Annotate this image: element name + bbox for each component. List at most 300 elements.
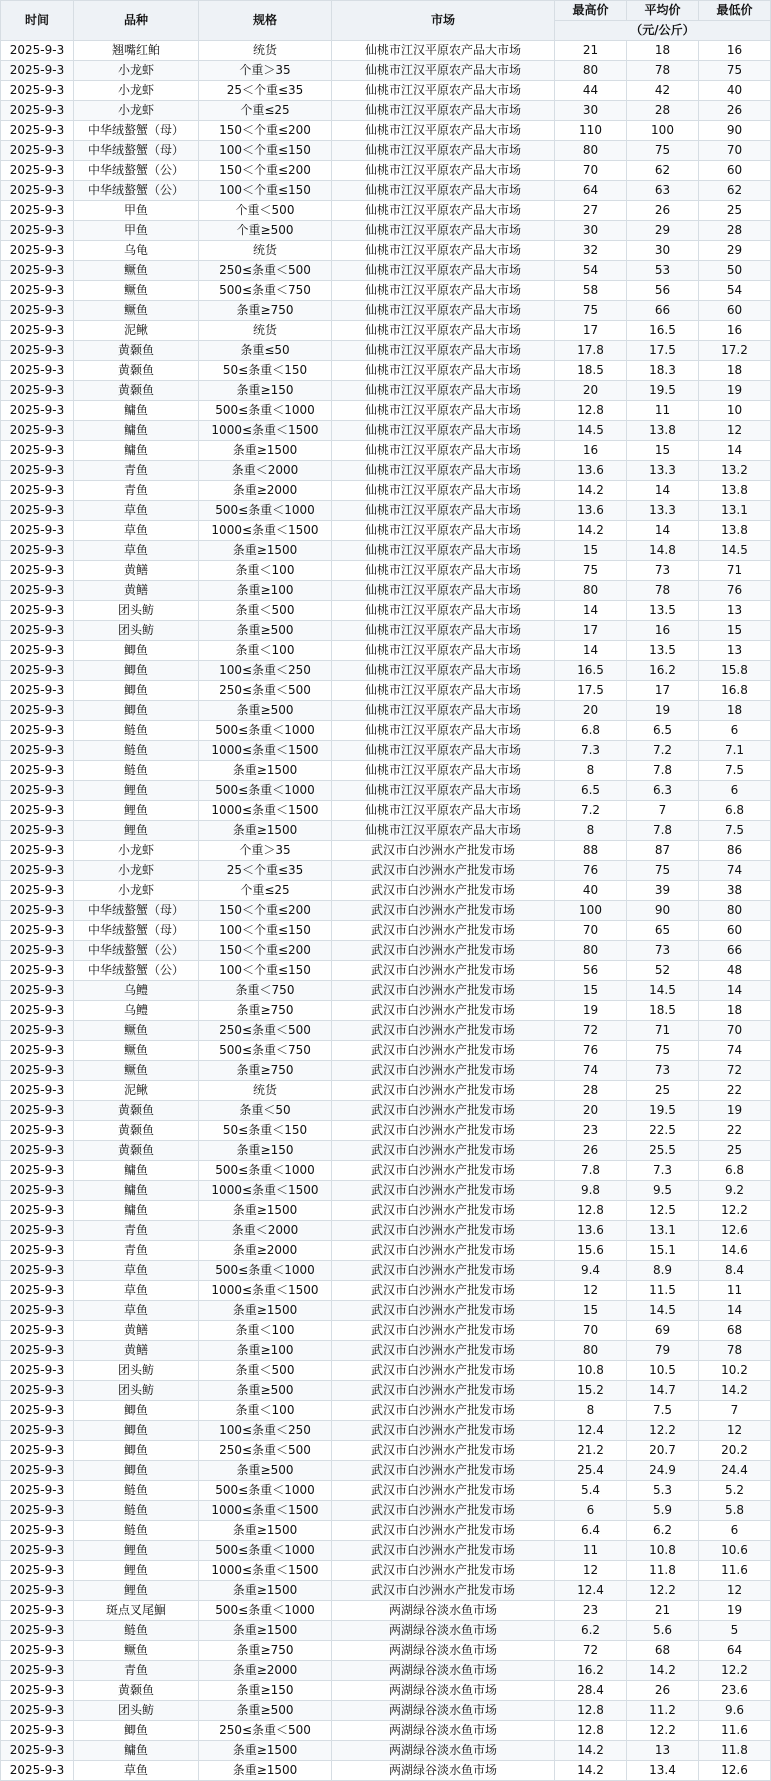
cell-avg-price: 10.8	[627, 1541, 699, 1561]
cell-spec: 个重≥500	[199, 221, 332, 241]
cell-max-price: 16.5	[555, 661, 627, 681]
cell-time: 2025-9-3	[1, 1101, 74, 1121]
cell-min-price: 66	[699, 941, 771, 961]
table-row	[1, 701, 771, 721]
cell-market: 仙桃市江汉平原农产品大市场	[332, 301, 555, 321]
cell-spec: 100＜个重≤150	[199, 141, 332, 161]
table-row	[1, 1121, 771, 1141]
table-row	[1, 1721, 771, 1741]
cell-max-price: 17.5	[555, 681, 627, 701]
cell-avg-price: 17	[627, 681, 699, 701]
cell-market: 武汉市白沙洲水产批发市场	[332, 1161, 555, 1181]
cell-min-price: 70	[699, 141, 771, 161]
cell-time: 2025-9-3	[1, 1161, 74, 1181]
table-row	[1, 1401, 771, 1421]
cell-time: 2025-9-3	[1, 1481, 74, 1501]
table-row	[1, 361, 771, 381]
cell-avg-price: 28	[627, 101, 699, 121]
cell-spec: 条重≥2000	[199, 481, 332, 501]
cell-max-price: 14.2	[555, 521, 627, 541]
cell-max-price: 70	[555, 161, 627, 181]
cell-market: 武汉市白沙洲水产批发市场	[332, 1261, 555, 1281]
cell-variety: 黄颡鱼	[74, 1101, 199, 1121]
cell-spec: 条重＜50	[199, 1101, 332, 1121]
cell-max-price: 7.8	[555, 1161, 627, 1181]
cell-spec: 500≤条重＜1000	[199, 501, 332, 521]
cell-avg-price: 18	[627, 41, 699, 61]
cell-variety: 鳜鱼	[74, 1041, 199, 1061]
cell-variety: 黄颡鱼	[74, 1681, 199, 1701]
table-row	[1, 721, 771, 741]
table-row	[1, 381, 771, 401]
cell-min-price: 90	[699, 121, 771, 141]
cell-time: 2025-9-3	[1, 101, 74, 121]
cell-market: 仙桃市江汉平原农产品大市场	[332, 681, 555, 701]
cell-spec: 个重≤25	[199, 101, 332, 121]
cell-min-price: 14	[699, 981, 771, 1001]
cell-time: 2025-9-3	[1, 981, 74, 1001]
cell-variety: 青鱼	[74, 461, 199, 481]
cell-market: 武汉市白沙洲水产批发市场	[332, 1521, 555, 1541]
cell-variety: 乌龟	[74, 241, 199, 261]
cell-min-price: 75	[699, 61, 771, 81]
cell-spec: 500≤条重＜1000	[199, 1161, 332, 1181]
cell-market: 武汉市白沙洲水产批发市场	[332, 1401, 555, 1421]
cell-spec: 条重≤50	[199, 341, 332, 361]
cell-spec: 条重≥1500	[199, 1581, 332, 1601]
cell-spec: 个重≤25	[199, 881, 332, 901]
table-row	[1, 1061, 771, 1081]
table-row	[1, 1361, 771, 1381]
cell-spec: 100≤条重＜250	[199, 661, 332, 681]
cell-min-price: 13.8	[699, 521, 771, 541]
cell-spec: 条重≥1500	[199, 1521, 332, 1541]
cell-min-price: 9.2	[699, 1181, 771, 1201]
cell-time: 2025-9-3	[1, 1521, 74, 1541]
cell-time: 2025-9-3	[1, 361, 74, 381]
cell-avg-price: 90	[627, 901, 699, 921]
cell-time: 2025-9-3	[1, 1501, 74, 1521]
cell-market: 武汉市白沙洲水产批发市场	[332, 961, 555, 981]
cell-avg-price: 42	[627, 81, 699, 101]
table-row	[1, 1621, 771, 1641]
cell-avg-price: 7.8	[627, 821, 699, 841]
cell-min-price: 13	[699, 641, 771, 661]
cell-time: 2025-9-3	[1, 1201, 74, 1221]
cell-market: 武汉市白沙洲水产批发市场	[332, 881, 555, 901]
cell-variety: 泥鳅	[74, 321, 199, 341]
cell-max-price: 26	[555, 1141, 627, 1161]
cell-min-price: 28	[699, 221, 771, 241]
cell-market: 仙桃市江汉平原农产品大市场	[332, 421, 555, 441]
cell-avg-price: 14	[627, 521, 699, 541]
cell-spec: 条重≥1500	[199, 1741, 332, 1761]
cell-market: 武汉市白沙洲水产批发市场	[332, 941, 555, 961]
cell-time: 2025-9-3	[1, 641, 74, 661]
cell-variety: 鲫鱼	[74, 641, 199, 661]
cell-time: 2025-9-3	[1, 1281, 74, 1301]
table-row	[1, 421, 771, 441]
cell-time: 2025-9-3	[1, 461, 74, 481]
cell-avg-price: 19.5	[627, 1101, 699, 1121]
cell-time: 2025-9-3	[1, 1601, 74, 1621]
cell-avg-price: 14.8	[627, 541, 699, 561]
cell-min-price: 6.8	[699, 801, 771, 821]
cell-time: 2025-9-3	[1, 1041, 74, 1061]
table-row	[1, 461, 771, 481]
cell-max-price: 9.4	[555, 1261, 627, 1281]
cell-market: 仙桃市江汉平原农产品大市场	[332, 381, 555, 401]
table-row	[1, 521, 771, 541]
cell-max-price: 18.5	[555, 361, 627, 381]
cell-market: 仙桃市江汉平原农产品大市场	[332, 41, 555, 61]
cell-max-price: 12.4	[555, 1581, 627, 1601]
cell-avg-price: 16.5	[627, 321, 699, 341]
cell-max-price: 28.4	[555, 1681, 627, 1701]
cell-max-price: 9.8	[555, 1181, 627, 1201]
table-row	[1, 1641, 771, 1661]
cell-avg-price: 62	[627, 161, 699, 181]
cell-time: 2025-9-3	[1, 701, 74, 721]
cell-time: 2025-9-3	[1, 481, 74, 501]
cell-avg-price: 16	[627, 621, 699, 641]
table-row	[1, 1161, 771, 1181]
cell-avg-price: 6.5	[627, 721, 699, 741]
cell-variety: 小龙虾	[74, 81, 199, 101]
cell-max-price: 15.2	[555, 1381, 627, 1401]
cell-time: 2025-9-3	[1, 1261, 74, 1281]
cell-min-price: 12	[699, 421, 771, 441]
cell-variety: 小龙虾	[74, 881, 199, 901]
cell-time: 2025-9-3	[1, 681, 74, 701]
cell-min-price: 19	[699, 1101, 771, 1121]
cell-min-price: 25	[699, 1141, 771, 1161]
cell-variety: 甲鱼	[74, 221, 199, 241]
cell-avg-price: 25	[627, 1081, 699, 1101]
cell-time: 2025-9-3	[1, 1361, 74, 1381]
cell-market: 仙桃市江汉平原农产品大市场	[332, 541, 555, 561]
table-row	[1, 1281, 771, 1301]
cell-time: 2025-9-3	[1, 661, 74, 681]
table-row	[1, 561, 771, 581]
cell-max-price: 12.8	[555, 401, 627, 421]
cell-market: 武汉市白沙洲水产批发市场	[332, 1361, 555, 1381]
cell-max-price: 25.4	[555, 1461, 627, 1481]
cell-min-price: 26	[699, 101, 771, 121]
table-row	[1, 1481, 771, 1501]
cell-variety: 黄颡鱼	[74, 1121, 199, 1141]
cell-market: 仙桃市江汉平原农产品大市场	[332, 701, 555, 721]
cell-time: 2025-9-3	[1, 401, 74, 421]
cell-avg-price: 52	[627, 961, 699, 981]
cell-min-price: 7	[699, 1401, 771, 1421]
table-row	[1, 881, 771, 901]
table-row	[1, 241, 771, 261]
cell-variety: 鲢鱼	[74, 741, 199, 761]
cell-avg-price: 7.3	[627, 1161, 699, 1181]
cell-spec: 1000≤条重＜1500	[199, 1561, 332, 1581]
table-row	[1, 161, 771, 181]
cell-min-price: 19	[699, 381, 771, 401]
cell-variety: 中华绒螯蟹（母）	[74, 901, 199, 921]
cell-min-price: 7.5	[699, 821, 771, 841]
cell-avg-price: 13	[627, 1741, 699, 1761]
table-row	[1, 961, 771, 981]
cell-market: 仙桃市江汉平原农产品大市场	[332, 601, 555, 621]
cell-spec: 条重＜500	[199, 601, 332, 621]
cell-min-price: 6	[699, 1521, 771, 1541]
cell-market: 武汉市白沙洲水产批发市场	[332, 1481, 555, 1501]
cell-max-price: 80	[555, 141, 627, 161]
cell-market: 武汉市白沙洲水产批发市场	[332, 1301, 555, 1321]
cell-variety: 小龙虾	[74, 861, 199, 881]
cell-market: 武汉市白沙洲水产批发市场	[332, 861, 555, 881]
table-row	[1, 1461, 771, 1481]
table-row	[1, 1761, 771, 1781]
table-row	[1, 61, 771, 81]
cell-market: 武汉市白沙洲水产批发市场	[332, 1021, 555, 1041]
cell-time: 2025-9-3	[1, 321, 74, 341]
cell-min-price: 16	[699, 321, 771, 341]
cell-min-price: 74	[699, 861, 771, 881]
cell-time: 2025-9-3	[1, 961, 74, 981]
cell-max-price: 13.6	[555, 461, 627, 481]
cell-variety: 鳙鱼	[74, 1741, 199, 1761]
cell-min-price: 25	[699, 201, 771, 221]
cell-market: 仙桃市江汉平原农产品大市场	[332, 481, 555, 501]
cell-spec: 100＜个重≤150	[199, 181, 332, 201]
cell-time: 2025-9-3	[1, 1581, 74, 1601]
cell-time: 2025-9-3	[1, 881, 74, 901]
cell-spec: 25＜个重≤35	[199, 861, 332, 881]
cell-time: 2025-9-3	[1, 821, 74, 841]
cell-variety: 青鱼	[74, 1241, 199, 1261]
table-row	[1, 901, 771, 921]
cell-time: 2025-9-3	[1, 1121, 74, 1141]
table-row	[1, 1521, 771, 1541]
cell-variety: 青鱼	[74, 1661, 199, 1681]
cell-market: 仙桃市江汉平原农产品大市场	[332, 521, 555, 541]
table-row	[1, 801, 771, 821]
table-row	[1, 761, 771, 781]
cell-min-price: 48	[699, 961, 771, 981]
cell-spec: 150＜个重≤200	[199, 901, 332, 921]
cell-min-price: 14.6	[699, 1241, 771, 1261]
cell-variety: 黄鳝	[74, 1321, 199, 1341]
cell-variety: 鲢鱼	[74, 1621, 199, 1641]
header-spec: 规格	[199, 1, 332, 41]
cell-max-price: 13.6	[555, 501, 627, 521]
cell-time: 2025-9-3	[1, 1221, 74, 1241]
cell-time: 2025-9-3	[1, 901, 74, 921]
cell-time: 2025-9-3	[1, 201, 74, 221]
cell-variety: 鲫鱼	[74, 1421, 199, 1441]
table-row	[1, 321, 771, 341]
cell-variety: 鲫鱼	[74, 701, 199, 721]
cell-variety: 鳙鱼	[74, 401, 199, 421]
cell-max-price: 12.8	[555, 1201, 627, 1221]
cell-avg-price: 6.2	[627, 1521, 699, 1541]
cell-avg-price: 13.5	[627, 641, 699, 661]
cell-avg-price: 29	[627, 221, 699, 241]
cell-spec: 250≤条重＜500	[199, 1721, 332, 1741]
cell-time: 2025-9-3	[1, 1541, 74, 1561]
cell-min-price: 15.8	[699, 661, 771, 681]
cell-market: 两湖绿谷淡水鱼市场	[332, 1701, 555, 1721]
cell-max-price: 30	[555, 221, 627, 241]
cell-avg-price: 13.3	[627, 501, 699, 521]
cell-max-price: 23	[555, 1601, 627, 1621]
cell-max-price: 15	[555, 981, 627, 1001]
cell-time: 2025-9-3	[1, 1421, 74, 1441]
table-row	[1, 141, 771, 161]
cell-time: 2025-9-3	[1, 1741, 74, 1761]
cell-avg-price: 10.5	[627, 1361, 699, 1381]
table-row	[1, 281, 771, 301]
cell-min-price: 17.2	[699, 341, 771, 361]
cell-max-price: 40	[555, 881, 627, 901]
cell-spec: 个重＞35	[199, 841, 332, 861]
cell-avg-price: 73	[627, 1061, 699, 1081]
cell-market: 武汉市白沙洲水产批发市场	[332, 1321, 555, 1341]
cell-variety: 草鱼	[74, 1261, 199, 1281]
cell-min-price: 14	[699, 441, 771, 461]
cell-min-price: 12.2	[699, 1201, 771, 1221]
cell-avg-price: 12.2	[627, 1421, 699, 1441]
cell-market: 仙桃市江汉平原农产品大市场	[332, 141, 555, 161]
table-row	[1, 1181, 771, 1201]
table-row	[1, 1301, 771, 1321]
cell-time: 2025-9-3	[1, 1681, 74, 1701]
cell-time: 2025-9-3	[1, 261, 74, 281]
table-row	[1, 1101, 771, 1121]
cell-spec: 150＜个重≤200	[199, 941, 332, 961]
cell-time: 2025-9-3	[1, 341, 74, 361]
cell-variety: 鳙鱼	[74, 421, 199, 441]
cell-spec: 25＜个重≤35	[199, 81, 332, 101]
cell-max-price: 32	[555, 241, 627, 261]
cell-variety: 黄鳝	[74, 1341, 199, 1361]
cell-max-price: 70	[555, 921, 627, 941]
cell-max-price: 7.3	[555, 741, 627, 761]
cell-spec: 500≤条重＜1000	[199, 781, 332, 801]
cell-avg-price: 14.7	[627, 1381, 699, 1401]
cell-spec: 条重≥500	[199, 621, 332, 641]
table-row	[1, 1421, 771, 1441]
cell-spec: 150＜个重≤200	[199, 161, 332, 181]
table-row	[1, 821, 771, 841]
cell-avg-price: 24.9	[627, 1461, 699, 1481]
cell-avg-price: 13.5	[627, 601, 699, 621]
cell-market: 两湖绿谷淡水鱼市场	[332, 1641, 555, 1661]
cell-market: 武汉市白沙洲水产批发市场	[332, 1201, 555, 1221]
table-row	[1, 641, 771, 661]
cell-variety: 团头鲂	[74, 1381, 199, 1401]
cell-max-price: 15	[555, 1301, 627, 1321]
cell-max-price: 28	[555, 1081, 627, 1101]
cell-time: 2025-9-3	[1, 1461, 74, 1481]
cell-time: 2025-9-3	[1, 1301, 74, 1321]
cell-min-price: 12.6	[699, 1221, 771, 1241]
cell-max-price: 27	[555, 201, 627, 221]
cell-avg-price: 18.5	[627, 1001, 699, 1021]
cell-avg-price: 7.8	[627, 761, 699, 781]
cell-avg-price: 19	[627, 701, 699, 721]
cell-time: 2025-9-3	[1, 301, 74, 321]
cell-variety: 草鱼	[74, 1761, 199, 1781]
cell-variety: 草鱼	[74, 1301, 199, 1321]
cell-min-price: 70	[699, 1021, 771, 1041]
cell-max-price: 20	[555, 701, 627, 721]
cell-spec: 1000≤条重＜1500	[199, 421, 332, 441]
cell-min-price: 60	[699, 161, 771, 181]
cell-market: 仙桃市江汉平原农产品大市场	[332, 661, 555, 681]
cell-max-price: 12	[555, 1561, 627, 1581]
table-row	[1, 1041, 771, 1061]
cell-spec: 条重＜100	[199, 1321, 332, 1341]
cell-avg-price: 13.1	[627, 1221, 699, 1241]
cell-time: 2025-9-3	[1, 841, 74, 861]
cell-variety: 小龙虾	[74, 841, 199, 861]
table-row	[1, 1341, 771, 1361]
cell-avg-price: 8.9	[627, 1261, 699, 1281]
cell-variety: 团头鲂	[74, 1701, 199, 1721]
cell-avg-price: 26	[627, 201, 699, 221]
cell-market: 武汉市白沙洲水产批发市场	[332, 921, 555, 941]
cell-min-price: 11	[699, 1281, 771, 1301]
cell-max-price: 15	[555, 541, 627, 561]
cell-variety: 草鱼	[74, 541, 199, 561]
cell-max-price: 80	[555, 1341, 627, 1361]
cell-spec: 1000≤条重＜1500	[199, 1501, 332, 1521]
cell-avg-price: 7.2	[627, 741, 699, 761]
cell-variety: 黄鳝	[74, 561, 199, 581]
cell-variety: 小龙虾	[74, 61, 199, 81]
cell-time: 2025-9-3	[1, 1641, 74, 1661]
cell-spec: 500≤条重＜1000	[199, 1261, 332, 1281]
cell-spec: 500≤条重＜750	[199, 1041, 332, 1061]
cell-spec: 500≤条重＜1000	[199, 1541, 332, 1561]
table-row	[1, 1321, 771, 1341]
table-row	[1, 221, 771, 241]
cell-time: 2025-9-3	[1, 541, 74, 561]
cell-max-price: 15.6	[555, 1241, 627, 1261]
cell-max-price: 6	[555, 1501, 627, 1521]
table-row	[1, 541, 771, 561]
cell-max-price: 56	[555, 961, 627, 981]
cell-variety: 鲫鱼	[74, 1721, 199, 1741]
cell-min-price: 13	[699, 601, 771, 621]
cell-avg-price: 68	[627, 1641, 699, 1661]
cell-variety: 鲫鱼	[74, 661, 199, 681]
cell-spec: 50≤条重＜150	[199, 1121, 332, 1141]
cell-market: 两湖绿谷淡水鱼市场	[332, 1741, 555, 1761]
cell-time: 2025-9-3	[1, 1441, 74, 1461]
cell-min-price: 20.2	[699, 1441, 771, 1461]
cell-avg-price: 87	[627, 841, 699, 861]
cell-min-price: 18	[699, 361, 771, 381]
cell-spec: 条重≥500	[199, 1701, 332, 1721]
cell-spec: 条重≥1500	[199, 1301, 332, 1321]
cell-time: 2025-9-3	[1, 41, 74, 61]
cell-min-price: 62	[699, 181, 771, 201]
cell-avg-price: 13.3	[627, 461, 699, 481]
cell-min-price: 18	[699, 1001, 771, 1021]
cell-market: 武汉市白沙洲水产批发市场	[332, 1061, 555, 1081]
cell-avg-price: 73	[627, 941, 699, 961]
cell-spec: 条重＜100	[199, 1401, 332, 1421]
cell-variety: 甲鱼	[74, 201, 199, 221]
